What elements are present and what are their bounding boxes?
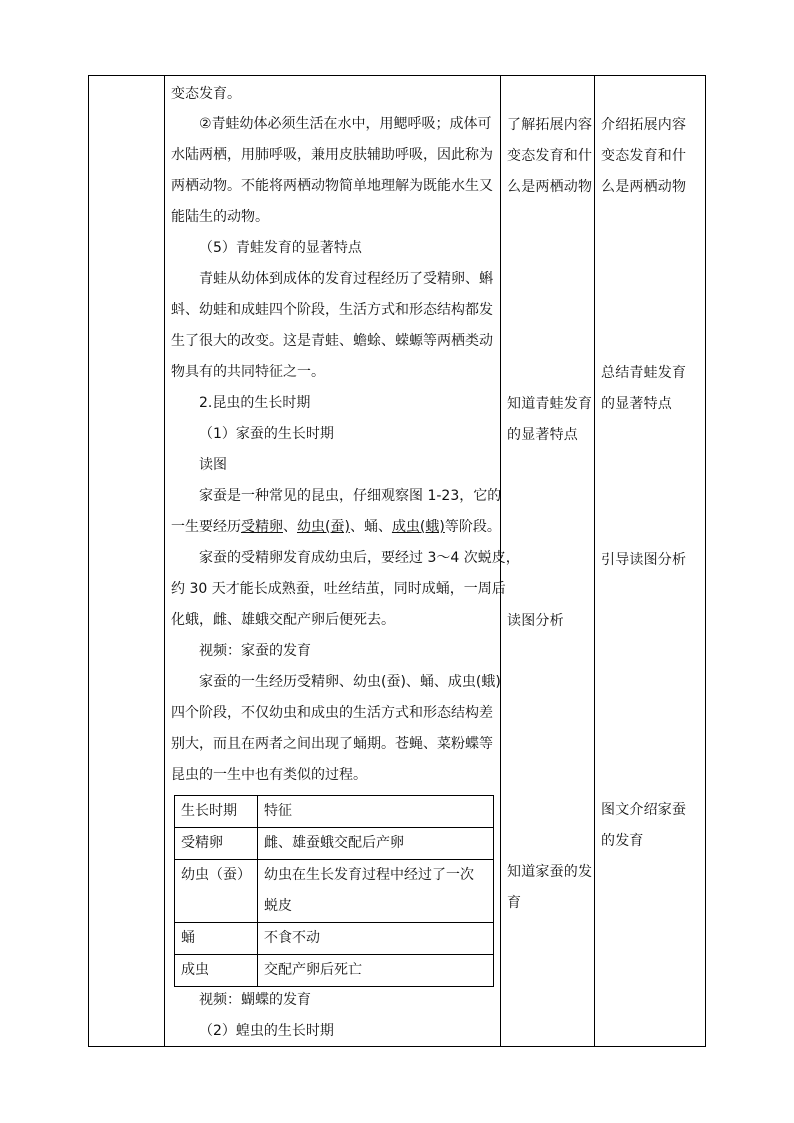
text-span: 、 [283,519,297,535]
teacher-note: 引导读图分析 [601,552,687,568]
text-line: 物具有的共同特征之一。 [171,364,325,380]
text-line: 家蚕的一生经历受精卵、幼虫(蚕)、蛹、成虫(蛾) [199,674,501,690]
column-divider [164,76,165,1046]
student-note: 知道家蚕的发育 [507,864,593,911]
text-line: 青蛙从幼体到成体的发育过程经历了受精卵、蝌 [199,271,493,287]
table-cell: 不食不动 [258,923,494,955]
section-heading: 2.昆虫的生长时期 [199,395,311,411]
table-row [175,860,494,923]
section-heading: （1）家蚕的生长时期 [199,426,334,442]
text-line: 生了很大的改变。这是青蛙、蟾蜍、蝾螈等两栖类动 [171,333,493,349]
table-cell: 成虫 [175,955,258,987]
text-span: 等阶段。 [444,519,501,535]
table-cell: 受精卵 [175,828,258,860]
text-line: 化蛾，雌、雄蛾交配产卵后便死去。 [171,612,395,628]
text-line [171,517,501,537]
text-line: 家蚕是一种常见的昆虫，仔细观察图 1-23，它的 [199,488,502,504]
text-span: 一生要经历 [171,519,241,535]
table-cell: 雌、雄蚕蛾交配后产卵 [258,828,494,860]
underlined-term: 受精卵 [241,519,283,535]
student-note: 读图分析 [507,613,564,629]
text-span: 、 [349,519,364,535]
student-note: 了解拓展内容变态发育和什么是两栖动物 [507,117,593,195]
text-line: 约 30 天才能长成熟蚕，吐丝结茧，同时成蛹，一周后 [171,581,506,597]
table-cell: 幼虫（蚕） [175,860,258,923]
underlined-term: 幼虫(蚕) [297,519,350,535]
text-line: 读图 [199,457,227,473]
text-span: 蛹 [363,519,378,535]
table-header: 生长时期 [175,796,258,828]
text-line: 别大，而且在两者之间出现了蛹期。苍蝇、菜粉蝶等 [171,736,493,752]
video-label: 视频：蝴蝶的发育 [199,992,311,1008]
teacher-note: 介绍拓展内容变态发育和什么是两栖动物 [601,117,687,195]
silkworm-stage-table [174,795,494,987]
table-cell: 蛹 [175,923,258,955]
video-label: 视频：家蚕的发育 [199,643,311,659]
text-line: 四个阶段，不仅幼虫和成虫的生活方式和形态结构差 [171,705,493,721]
text-line: 两栖动物。不能将两栖动物简单地理解为既能水生又 [171,178,493,194]
underlined-term: 成虫(蛾) [391,519,445,535]
table-header: 特征 [258,796,494,828]
table-cell: 交配产卵后死亡 [258,955,494,987]
teacher-note: 图文介绍家蚕的发育 [601,802,687,849]
table-row [175,828,494,860]
text-line: 家蚕的受精卵发育成幼虫后，要经过 3～4 次蜕皮， [199,550,520,566]
table-row [175,955,494,987]
text-span: 、 [377,519,392,535]
section-heading: （5）青蛙发育的显著特点 [199,240,362,256]
text-line: 水陆两栖，用肺呼吸，兼用皮肤辅助呼吸，因此称为 [171,147,493,163]
table-cell: 幼虫在生长发育过程中经过了一次蜕皮 [258,860,494,923]
teacher-note: 总结青蛙发育的显著特点 [601,365,687,412]
text-line: 昆虫的一生中也有类似的过程。 [171,767,367,783]
text-line: 能陆生的动物。 [171,209,269,225]
table-row [175,923,494,955]
text-line: ②青蛙幼体必须生活在水中，用鳃呼吸；成体可 [199,116,492,132]
lesson-table [88,75,706,1047]
section-heading: （2）蝗虫的生长时期 [199,1023,334,1039]
text-line: 蚪、幼蛙和成蛙四个阶段，生活方式和形态结构都发 [171,302,493,318]
student-note: 知道青蛙发育的显著特点 [507,396,593,443]
table-row [175,796,494,828]
text-line: 变态发育。 [171,86,241,102]
